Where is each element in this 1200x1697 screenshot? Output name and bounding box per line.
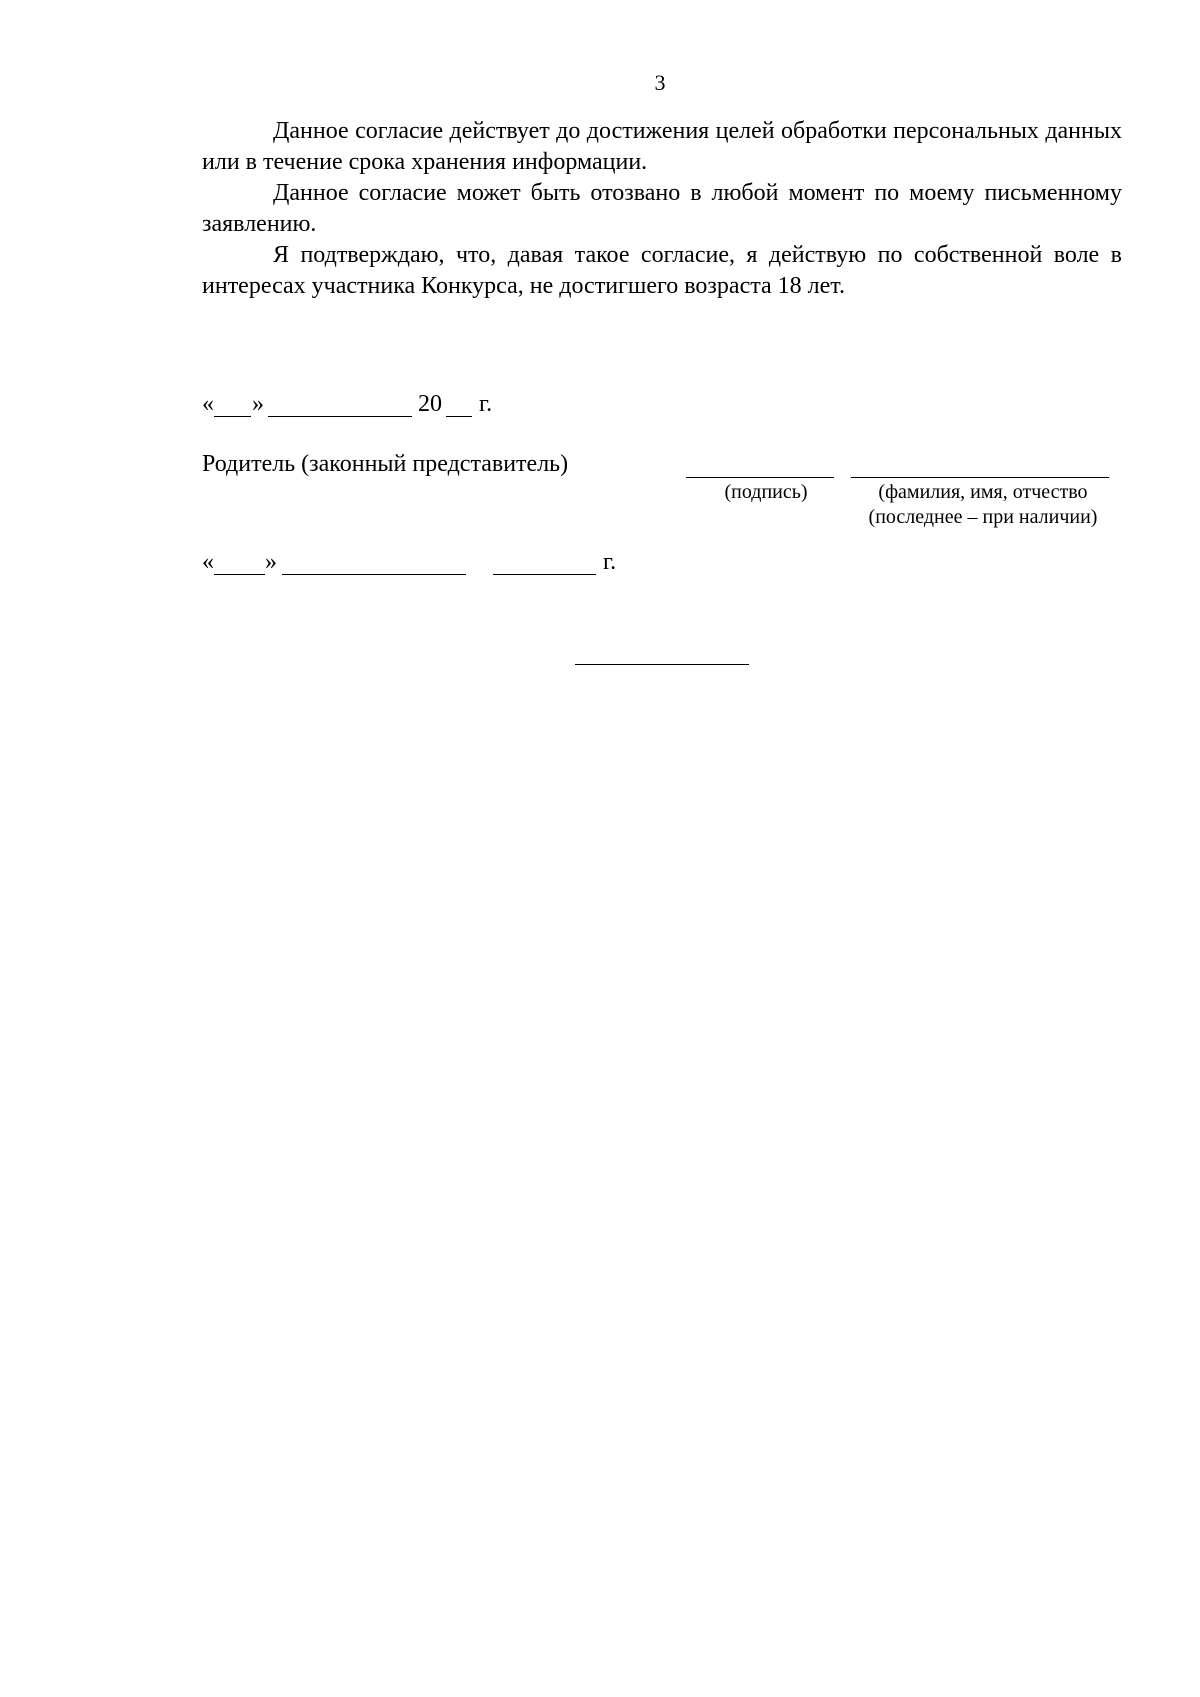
year2-blank-line[interactable] bbox=[493, 574, 596, 575]
paragraph-revocation: Данное согласие может быть отозвано в любой момент по моему письменному заявлению. bbox=[202, 180, 1122, 237]
year-prefix: 20 bbox=[418, 391, 442, 417]
paragraph-validity: Данное согласие действует до достижения целей обработки персональных данных или в течение срока хранения информации. bbox=[202, 118, 1122, 175]
signature-caption: (подпись) bbox=[724, 481, 808, 503]
month-blank-line[interactable] bbox=[268, 416, 412, 417]
name-caption-line2: (последнее – при наличии) bbox=[868, 506, 1098, 528]
date-open-quote: « bbox=[202, 391, 214, 417]
date-close-quote: » bbox=[252, 391, 264, 417]
year-suffix: г. bbox=[479, 391, 493, 417]
signature-blank-line[interactable] bbox=[686, 477, 834, 478]
day-blank-line[interactable] bbox=[214, 416, 251, 417]
signer-role: Родитель (законный представитель) bbox=[202, 451, 569, 477]
year2-suffix: г. bbox=[603, 549, 617, 575]
year-blank-line[interactable] bbox=[446, 416, 472, 417]
paragraph-confirmation: Я подтверждаю, что, давая такое согласие, я действую по собственной воле в интересах участника Конкурса, не достигшего возраста 18 лет. bbox=[202, 242, 1122, 299]
end-separator-line bbox=[575, 664, 749, 665]
month2-blank-line[interactable] bbox=[282, 574, 466, 575]
name-caption-line1: (фамилия, имя, отчество bbox=[878, 481, 1088, 503]
day2-blank-line[interactable] bbox=[214, 574, 265, 575]
consent-text-block bbox=[202, 116, 1122, 302]
date2-close-quote: » bbox=[265, 549, 277, 575]
page-number: 3 bbox=[654, 70, 666, 95]
full-name-blank-line[interactable] bbox=[851, 477, 1109, 478]
date2-open-quote: « bbox=[202, 549, 214, 575]
